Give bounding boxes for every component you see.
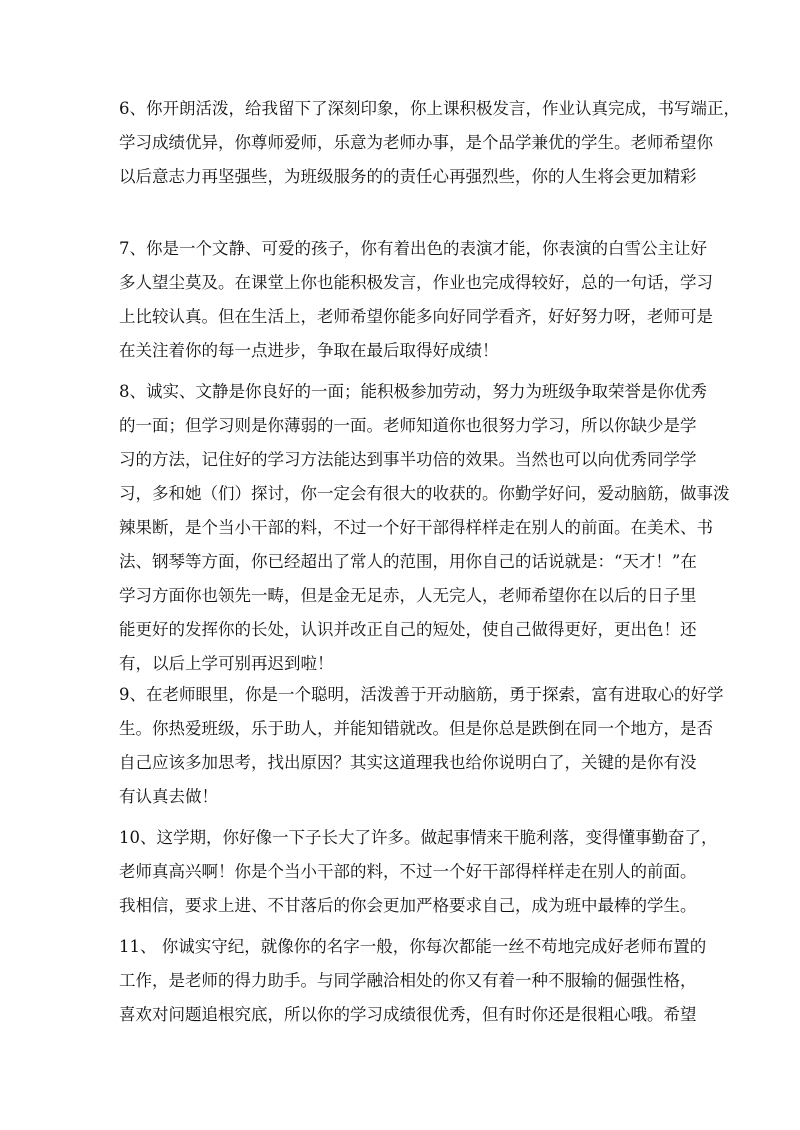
paragraph-line: 10、这学期，你好像一下子长大了许多。做起事情来干脆利落，变得懂事勤奋了， — [119, 828, 718, 847]
paragraph-line: 7、你是一个文静、可爱的孩子，你有着出色的表演才能，你表演的白雪公主让好 — [119, 239, 707, 258]
paragraph-7 — [119, 232, 713, 368]
paragraph-11 — [119, 930, 707, 1032]
paragraph-line: 上比较认真。但在生活上，老师希望你能多向好同学看齐，好好努力呀，老师可是 — [119, 307, 713, 326]
paragraph-line: 以后意志力再坚强些，为班级服务的的责任心再强烈些，你的人生将会更加精彩 — [119, 167, 697, 186]
paragraph-line: 法、钢琴等方面，你已经超出了常人的范围，用你自己的话说就是：“天才！”在 — [119, 552, 697, 571]
paragraph-line: 喜欢对问题追根究底，所以你的学习成绩很优秀，但有时你还是很粗心哦。希望 — [119, 1005, 697, 1024]
paragraph-line: 9、在老师眼里，你是一个聪明，活泼善于开动脑筋，勇于探索，富有进取心的好学 — [119, 685, 724, 704]
paragraph-line: 自己应该多加思考，找出原因？其实这道理我也给你说明白了，关键的是你有没 — [119, 753, 697, 772]
paragraph-line: 有，以后上学可别再迟到啦！ — [119, 654, 334, 673]
paragraph-6 — [119, 92, 740, 194]
paragraph-line: 辣果断，是个当小干部的料，不过一个好干部得样样走在别人的前面。在美术、书 — [119, 518, 713, 537]
paragraph-9 — [119, 678, 724, 814]
paragraph-line: 习的方法，记住好的学习方法能达到事半功倍的效果。当然也可以向优秀同学学 — [119, 450, 697, 469]
paragraph-line: 8、诚实、文静是你良好的一面；能积极参加劳动，努力为班级争取荣誉是你优秀 — [119, 382, 707, 401]
paragraph-line: 6、你开朗活泼，给我留下了深刻印象，你上课积极发言，作业认真完成，书写端正， — [119, 99, 740, 118]
paragraph-line: 11、 你诚实守纪，就像你的名字一般，你每次都能一丝不苟地完成好老师布置的 — [119, 937, 707, 956]
paragraph-8 — [119, 375, 730, 681]
paragraph-line: 学习成绩优异，你尊师爱师，乐意为老师办事，是个品学兼优的学生。老师希望你 — [119, 133, 713, 152]
paragraph-line: 能更好的发挥你的长处，认识并改正自己的短处，使自己做得更好，更出色！还 — [119, 620, 697, 639]
paragraph-line: 在关注着你的每一点进步，争取在最后取得好成绩！ — [119, 341, 499, 360]
paragraph-line: 习，多和她（们）探讨，你一定会有很大的收获的。你勤学好问，爱动脑筋，做事泼 — [119, 484, 730, 503]
paragraph-line: 学习方面你也领先一畴，但是金无足赤，人无完人，老师希望你在以后的日子里 — [119, 586, 697, 605]
paragraph-line: 的一面；但学习则是你薄弱的一面。老师知道你也很努力学习，所以你缺少是学 — [119, 416, 697, 435]
paragraph-10 — [119, 821, 718, 923]
paragraph-line: 工作，是老师的得力助手。与同学融洽相处的你又有着一种不服输的倔强性格， — [119, 971, 697, 990]
paragraph-line: 生。你热爱班级，乐于助人，并能知错就改。但是你总是跌倒在同一个地方，是否 — [119, 719, 713, 738]
paragraph-line: 多人望尘莫及。在课堂上你也能积极发言，作业也完成得较好，总的一句话，学习 — [119, 273, 713, 292]
paragraph-line: 老师真高兴啊！你是个当小干部的料，不过一个好干部得样样走在别人的前面。 — [119, 862, 697, 881]
paragraph-line: 我相信，要求上进、不甘落后的你会更加严格要求自己，成为班中最棒的学生。 — [119, 896, 697, 915]
paragraph-line: 有认真去做！ — [119, 787, 218, 806]
